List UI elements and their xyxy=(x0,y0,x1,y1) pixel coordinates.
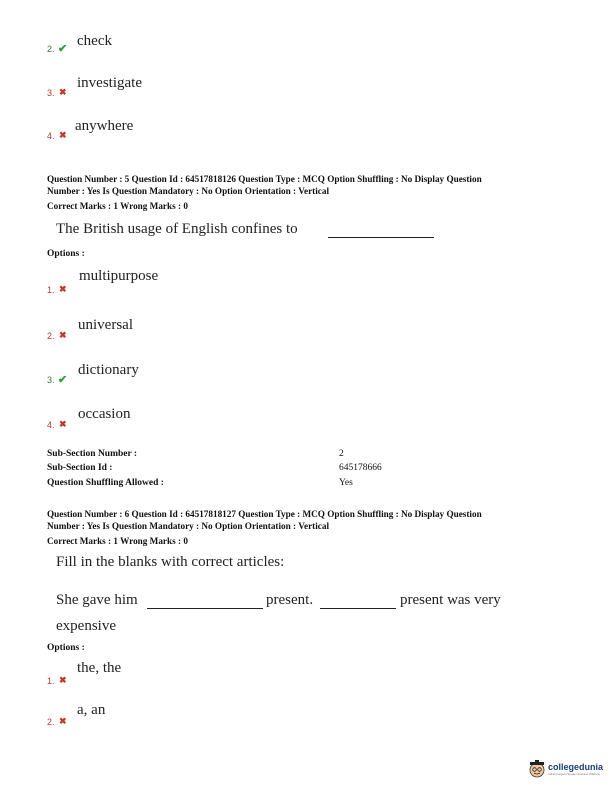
cross-icon: ✖ xyxy=(59,675,67,685)
option-number: 4. xyxy=(47,420,55,430)
option-text: dictionary xyxy=(78,362,139,378)
question-marks: Correct Marks : 1 Wrong Marks : 0 xyxy=(47,201,188,211)
option-text: occasion xyxy=(78,406,131,422)
question-text: The British usage of English confines to xyxy=(56,221,298,237)
option-number: 4. xyxy=(47,131,55,141)
options-label: Options : xyxy=(47,249,85,259)
answer-blank xyxy=(328,226,434,238)
question-meta-line: Question Number : 5 Question Id : 64517818126 Question Type : MCQ Option Shuffling : No Display Question xyxy=(47,174,482,184)
shuffle-allowed-value: Yes xyxy=(339,478,353,488)
sentence-part: present was very xyxy=(400,592,501,608)
answer-blank xyxy=(320,597,396,609)
cross-icon: ✖ xyxy=(59,87,67,97)
option-number: 2. xyxy=(47,44,55,54)
option-text: a, an xyxy=(77,702,106,718)
option-number: 3. xyxy=(47,375,55,385)
subsection-number-label: Sub-Section Number : xyxy=(47,449,138,459)
check-icon: ✔ xyxy=(58,374,68,386)
option-number: 1. xyxy=(47,285,55,295)
logo-text: collegedunia xyxy=(548,762,604,772)
sentence-part: present. xyxy=(266,592,314,608)
cross-icon: ✖ xyxy=(59,419,67,429)
sentence-part: She gave him xyxy=(56,592,138,608)
option-number: 1. xyxy=(47,676,55,686)
option-number: 3. xyxy=(47,88,55,98)
check-icon: ✔ xyxy=(58,43,68,55)
options-label: Options : xyxy=(47,643,85,653)
cross-icon: ✖ xyxy=(59,330,67,340)
cross-icon: ✖ xyxy=(59,284,67,294)
subsection-number-value: 2 xyxy=(339,449,344,459)
subsection-id-label: Sub-Section Id : xyxy=(47,463,113,473)
option-text: multipurpose xyxy=(79,268,159,284)
option-number: 2. xyxy=(47,331,55,341)
shuffle-allowed-label: Question Shuffling Allowed : xyxy=(47,478,164,488)
option-text: investigate xyxy=(77,75,142,91)
mascot-icon xyxy=(528,760,546,778)
question-meta-line: Number : Yes Is Question Mandatory : No Option Orientation : Vertical xyxy=(47,521,329,531)
question-meta-line: Number : Yes Is Question Mandatory : No Option Orientation : Vertical xyxy=(47,186,329,196)
question-marks: Correct Marks : 1 Wrong Marks : 0 xyxy=(47,536,188,546)
logo-subtext: India's largest Student Review Platform xyxy=(548,772,601,776)
question-meta-line: Question Number : 6 Question Id : 64517818127 Question Type : MCQ Option Shuffling : No Display Question xyxy=(47,509,482,519)
option-text: anywhere xyxy=(75,118,134,134)
sentence-part: expensive xyxy=(56,618,116,634)
collegedunia-logo xyxy=(528,760,610,778)
option-number: 2. xyxy=(47,717,55,727)
cross-icon: ✖ xyxy=(59,716,67,726)
question-instruction: Fill in the blanks with correct articles: xyxy=(56,554,285,570)
answer-blank xyxy=(147,597,263,609)
option-text: check xyxy=(77,33,112,49)
subsection-id-value: 645178666 xyxy=(339,463,382,473)
option-text: the, the xyxy=(77,660,122,676)
cross-icon: ✖ xyxy=(59,130,67,140)
option-text: universal xyxy=(78,317,133,333)
